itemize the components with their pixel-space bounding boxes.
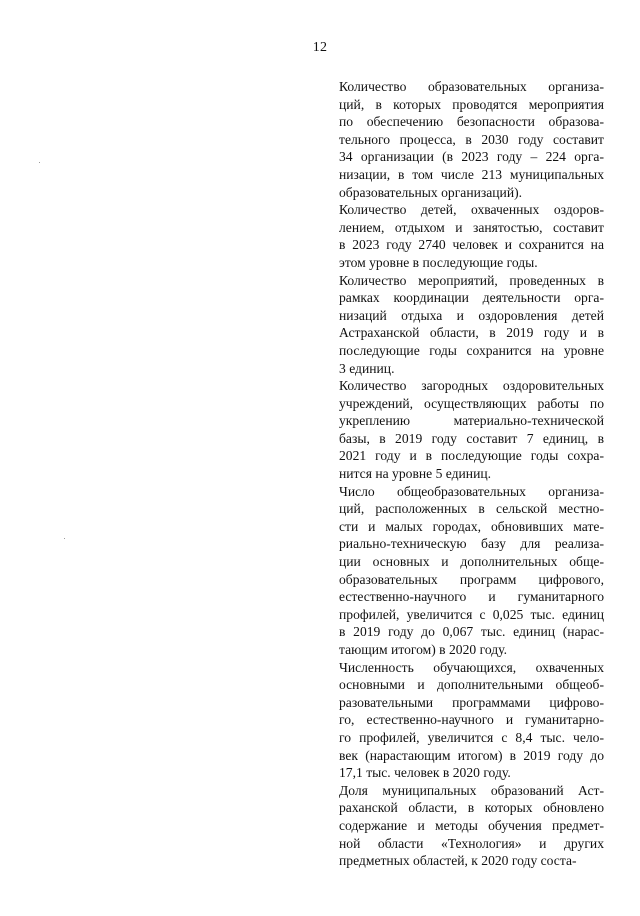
paragraph-line: базы, в 2019 году составит 7 единиц, в bbox=[339, 430, 604, 446]
paragraph-line: рамках координации деятельности орга- bbox=[339, 290, 604, 306]
paragraph-line: низаций отдыха и оздоровления детей bbox=[339, 307, 604, 323]
scan-speck bbox=[39, 162, 40, 163]
paragraph-line: лением, отдыхом и занятостью, составит bbox=[339, 219, 604, 235]
paragraph bbox=[339, 659, 604, 782]
page-number: 12 bbox=[312, 40, 328, 55]
paragraph-line: по обеспечению безопасности образова- bbox=[339, 114, 604, 130]
paragraph-line: основными и дополнительными общеоб- bbox=[339, 677, 604, 693]
paragraph bbox=[339, 377, 604, 483]
paragraph-line: естественно-научного и гуманитарного bbox=[339, 589, 604, 605]
paragraph-line: нится на уровне 5 единиц. bbox=[339, 466, 492, 482]
paragraph-line: Доля муниципальных образований Аст- bbox=[339, 782, 604, 798]
paragraph-line: укреплению материально-технической bbox=[339, 413, 604, 429]
paragraph-line: содержание и методы обучения предмет- bbox=[339, 817, 604, 833]
paragraph-line: тельного процесса, в 2030 году составит bbox=[339, 131, 604, 147]
paragraph bbox=[339, 272, 604, 378]
paragraph-line: 3 единиц. bbox=[339, 360, 395, 376]
paragraph-line: Астраханской области, в 2019 году и в bbox=[339, 325, 604, 341]
paragraph-line: 17,1 тыс. человек в 2020 году. bbox=[339, 765, 511, 781]
paragraph-line: образовательных организаций). bbox=[339, 184, 523, 200]
paragraph-line: ций, расположенных в сельской местно- bbox=[339, 501, 604, 517]
paragraph-line: раханской области, в которых обновлено bbox=[339, 800, 604, 816]
paragraph-line: Количество образовательных организа- bbox=[339, 79, 604, 94]
paragraph-line: 2021 году и в последующие годы сохра- bbox=[339, 448, 604, 464]
paragraph-line: в 2019 году до 0,067 тыс. единиц (нарас- bbox=[339, 624, 604, 640]
paragraph-line: профилей, увеличится с 0,025 тыс. единиц bbox=[339, 606, 604, 622]
paragraph-line: образовательных программ цифрового, bbox=[339, 571, 604, 587]
paragraph-list bbox=[339, 78, 604, 870]
paragraph-line: низации, в том числе 213 муниципальных bbox=[339, 166, 604, 182]
paragraph-line: предметных областей, к 2020 году соста- bbox=[339, 853, 577, 869]
paragraph-line: в 2023 году 2740 человек и сохранится на bbox=[339, 237, 604, 253]
paragraph-line: сти и малых городах, обновивших мате- bbox=[339, 518, 604, 534]
paragraph-line: 34 организации (в 2023 году – 224 орга- bbox=[339, 149, 604, 165]
paragraph-line: разовательными программами цифрово- bbox=[339, 694, 604, 710]
paragraph bbox=[339, 201, 604, 271]
paragraph bbox=[339, 782, 604, 870]
paragraph bbox=[339, 78, 604, 201]
paragraph-line: го профилей, увеличится с 8,4 тыс. чело- bbox=[339, 729, 604, 745]
paragraph-line: ций, в которых проводятся мероприятия bbox=[339, 96, 604, 112]
paragraph-line: Количество мероприятий, проведенных в bbox=[339, 272, 604, 288]
paragraph-line: учреждений, осуществляющих работы по bbox=[339, 395, 604, 411]
paragraph-line: го, естественно-научного и гуманитарно- bbox=[339, 712, 604, 728]
paragraph-line: Количество загородных оздоровительных bbox=[339, 378, 604, 394]
scan-speck bbox=[64, 538, 65, 539]
paragraph-line: Число общеобразовательных организа- bbox=[339, 483, 604, 499]
paragraph-line: последующие годы сохранится на уровне bbox=[339, 342, 604, 358]
paragraph-line: ной области «Технология» и других bbox=[339, 835, 604, 851]
paragraph-line: Количество детей, охваченных оздоров- bbox=[339, 202, 604, 218]
paragraph-line: риально-техническую базу для реализа- bbox=[339, 536, 604, 552]
paragraph bbox=[339, 483, 604, 659]
paragraph-line: ции основных и дополнительных обще- bbox=[339, 554, 604, 570]
paragraph-line: Численность обучающихся, охваченных bbox=[339, 659, 604, 675]
paragraph-line: тающим итогом) в 2020 году. bbox=[339, 642, 507, 657]
paragraph-line: этом уровне в последующие годы. bbox=[339, 254, 538, 270]
paragraph-line: век (нарастающим итогом) в 2019 году до bbox=[339, 747, 604, 763]
text-column bbox=[339, 78, 604, 870]
